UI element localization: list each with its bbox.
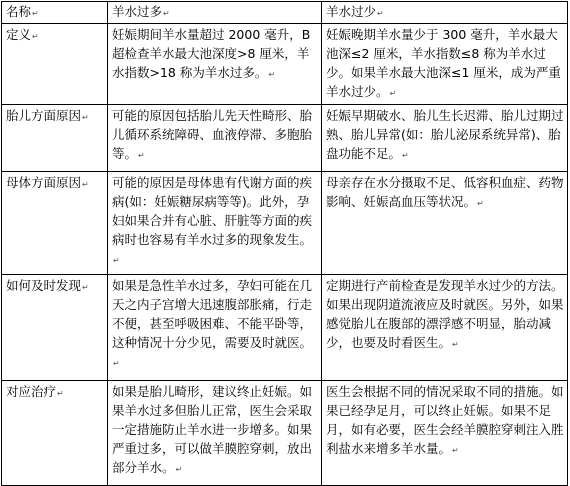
cell-polyhydramnios: 可能的原因是母体患有代谢方面的疾病(如：妊娠糖尿病等等)。此外，孕妇如果合并有心脏、肝脏等方面的疾病时也容易有羊水过多的现象发生。↵ [108,172,322,275]
cell-oligohydramnios: 妊娠早期破水、胎儿生长迟滞、胎儿过期过熟、胎儿异常(如：胎儿泌尿系统异常)、胎盘功能不足。↵ [322,105,568,172]
row-label: 胎儿方面原因↵ [2,105,108,172]
cell-polyhydramnios: 可能的原因包括胎儿先天性畸形、胎儿循环系统障碍、血液停滞、多胞胎等。↵ [108,105,322,172]
table-row-maternal-causes [2,172,568,275]
cell-oligohydramnios: 母亲存在水分摄取不足、低容积血症、药物影响、妊娠高血压等状况。↵ [322,172,568,275]
row-label: 对应治疗↵ [2,381,108,486]
table-row-fetal-causes [2,105,568,172]
cell-oligohydramnios: 定期进行产前检查是发现羊水过少的方法。如果出现阴道流液应及时就医。另外，如果感觉胎儿在腹部的漂浮感不明显，胎动减少，也要及时看医生。↵ [322,275,568,381]
table-row-definition [2,24,568,105]
cell-oligohydramnios: 医生会根据不同的情况采取不同的措施。如果已经孕足月，可以终止妊娠。如果不足月，如有必要，医生会经羊膜腔穿刺注入胜利盐水来增多羊水量。↵ [322,381,568,486]
table-header-row [2,2,568,24]
table-row-detection [2,275,568,381]
header-oligohydramnios: 羊水过少↵ [322,2,568,24]
row-label: 如何及时发现↵ [2,275,108,381]
header-name: 名称↵ [2,2,108,24]
comparison-table [1,1,568,486]
row-label: 母体方面原因↵ [2,172,108,275]
cell-polyhydramnios: 如果是急性羊水过多，孕妇可能在几天之内子宫增大迅速腹部胀痛，行走不便，甚至呼吸困难、不能平卧等，这种情况十分少见，需要及时就医。↵ [108,275,322,381]
cell-oligohydramnios: 妊娠晚期羊水量少于 300 毫升，羊水最大池深≤2 厘米，羊水指数≤8 称为羊水过少。如果羊水最大池深≤1 厘米，成为严重羊水过少。↵ [322,24,568,105]
cell-polyhydramnios: 妊娠期间羊水量超过 2000 毫升，B 超检查羊水最大池深度>8 厘米，羊水指数>18 称为羊水过多。↵ [108,24,322,105]
table-row-treatment [2,381,568,486]
cell-polyhydramnios: 如果是胎儿畸形，建议终止妊娠。如果羊水过多但胎儿正常，医生会采取一定措施防止羊水进一步增多。如果严重过多，可以做羊膜腔穿刺，放出部分羊水。↵ [108,381,322,486]
row-label: 定义↵ [2,24,108,105]
header-polyhydramnios: 羊水过多↵ [108,2,322,24]
